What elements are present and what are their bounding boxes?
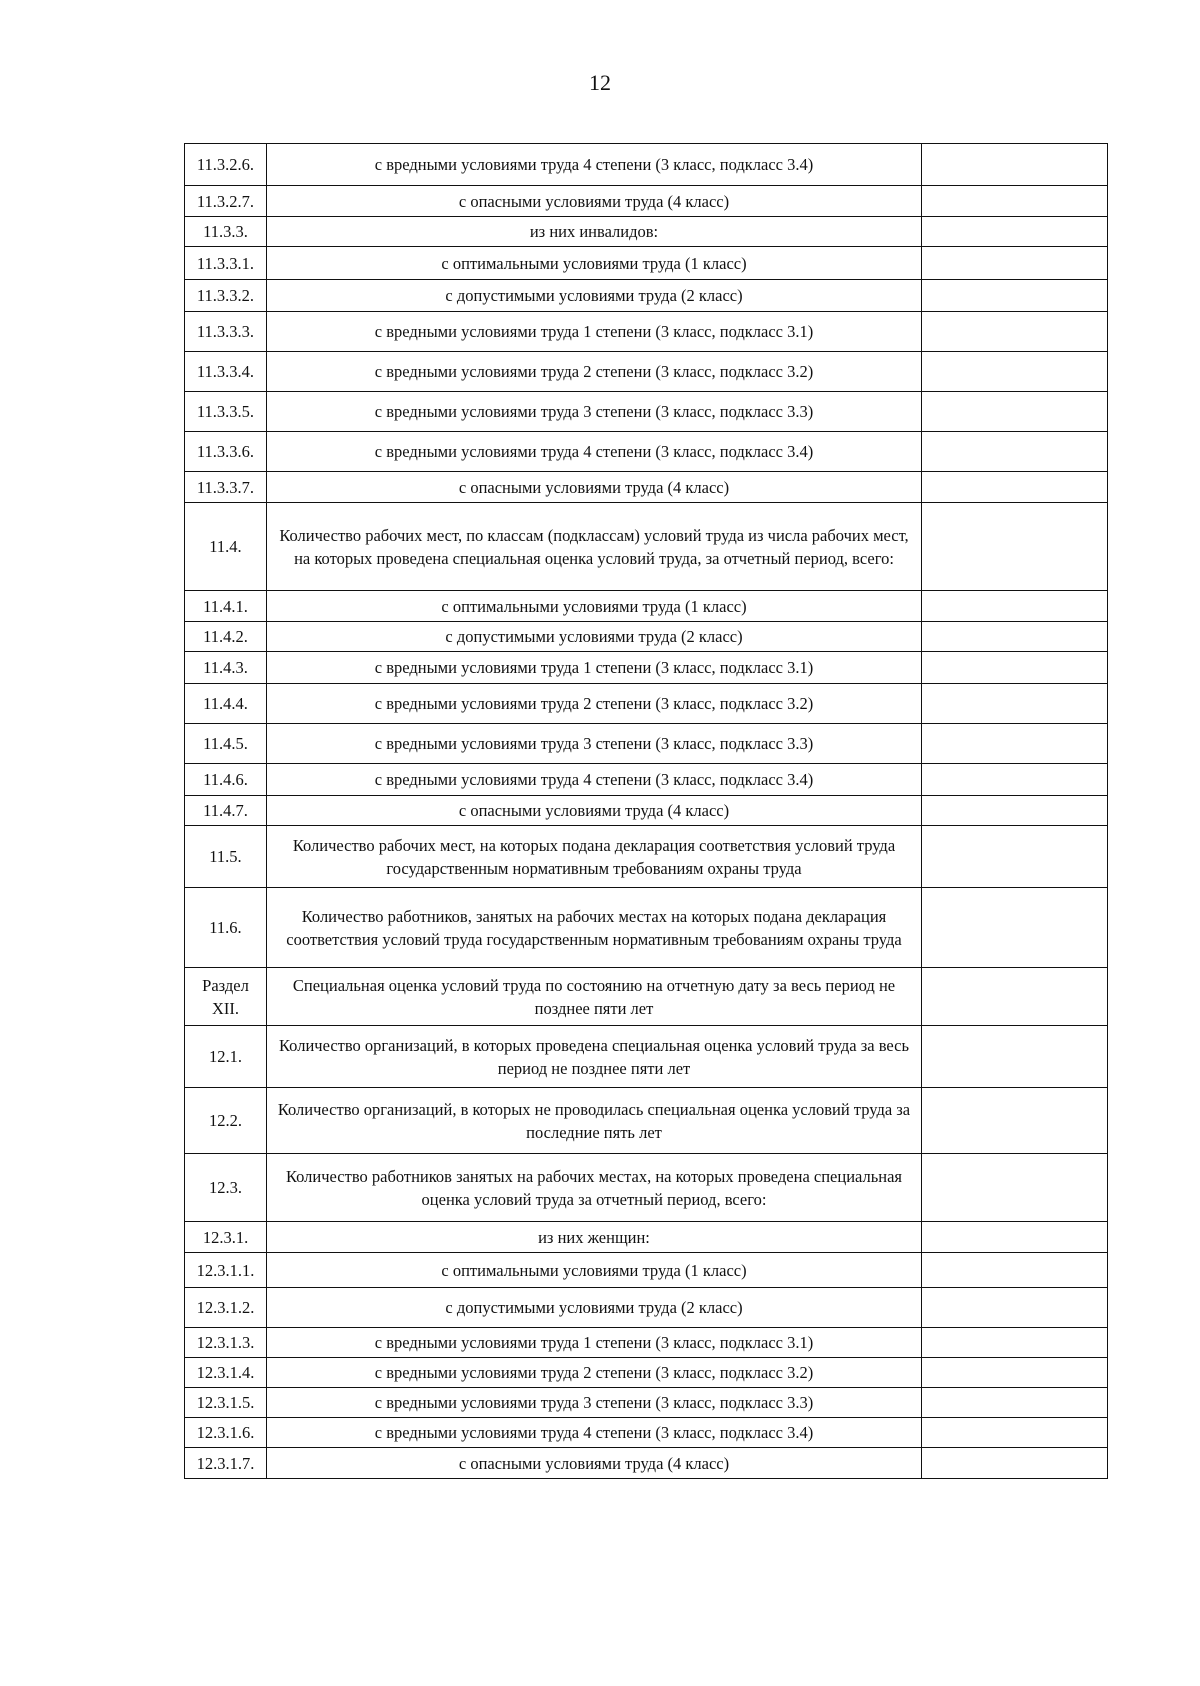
row-description-cell: с опасными условиями труда (4 класс) [267,796,922,826]
table-row [185,352,1108,392]
table-row [185,280,1108,312]
table-row [185,1026,1108,1088]
table-row [185,217,1108,247]
row-number-cell: 12.3.1.4. [185,1358,267,1388]
row-value-cell[interactable] [922,312,1108,352]
row-description-cell: с вредными условиями труда 2 степени (3 класс, подкласс 3.2) [267,1358,922,1388]
row-value-cell[interactable] [922,888,1108,968]
row-description-cell: Количество работников занятых на рабочих местах, на которых проведена специальная оценка условий труда за отчетный период, всего: [267,1154,922,1222]
row-value-cell[interactable] [922,247,1108,280]
table-row [185,1358,1108,1388]
row-description-cell: с вредными условиями труда 2 степени (3 класс, подкласс 3.2) [267,684,922,724]
row-description-cell: с вредными условиями труда 4 степени (3 класс, подкласс 3.4) [267,764,922,796]
row-number-cell: 11.4.2. [185,622,267,652]
row-description-cell: с опасными условиями труда (4 класс) [267,1448,922,1479]
row-value-cell[interactable] [922,724,1108,764]
table-row [185,144,1108,186]
row-description-cell: с опасными условиями труда (4 класс) [267,472,922,503]
row-number-cell: 12.3.1.7. [185,1448,267,1479]
table-row [185,1088,1108,1154]
row-number-cell: 11.4. [185,503,267,591]
table-row [185,1288,1108,1328]
table-row [185,1253,1108,1288]
row-value-cell[interactable] [922,622,1108,652]
row-number-cell: 11.3.3.6. [185,432,267,472]
table-row [185,968,1108,1026]
row-number-cell: 12.2. [185,1088,267,1154]
row-value-cell[interactable] [922,684,1108,724]
row-description-cell: с вредными условиями труда 4 степени (3 класс, подкласс 3.4) [267,432,922,472]
row-number-cell: 12.1. [185,1026,267,1088]
row-number-cell: 12.3.1.5. [185,1388,267,1418]
row-value-cell[interactable] [922,764,1108,796]
row-number-cell: 12.3.1. [185,1222,267,1253]
row-description-cell: Количество организаций, в которых проведена специальная оценка условий труда за весь период не позднее пяти лет [267,1026,922,1088]
table-row [185,826,1108,888]
row-description-cell: с вредными условиями труда 1 степени (3 класс, подкласс 3.1) [267,1328,922,1358]
row-value-cell[interactable] [922,796,1108,826]
row-description-cell: с вредными условиями труда 2 степени (3 класс, подкласс 3.2) [267,352,922,392]
row-number-cell: 11.4.6. [185,764,267,796]
row-description-cell: с вредными условиями труда 3 степени (3 класс, подкласс 3.3) [267,1388,922,1418]
row-description-cell: с оптимальными условиями труда (1 класс) [267,247,922,280]
table-row [185,247,1108,280]
table-row [185,392,1108,432]
row-value-cell[interactable] [922,432,1108,472]
page-number: 12 [589,70,611,95]
row-number-cell: Раздел XII. [185,968,267,1026]
row-number-cell: 12.3.1.3. [185,1328,267,1358]
row-number-cell: 11.4.3. [185,652,267,684]
row-description-cell: с вредными условиями труда 1 степени (3 класс, подкласс 3.1) [267,312,922,352]
table-row [185,432,1108,472]
table-row [185,1418,1108,1448]
table-row [185,186,1108,217]
row-number-cell: 11.3.3.1. [185,247,267,280]
table-row [185,724,1108,764]
row-description-cell: с вредными условиями труда 4 степени (3 класс, подкласс 3.4) [267,144,922,186]
row-number-cell: 12.3.1.2. [185,1288,267,1328]
row-description-cell: Количество рабочих мест, по классам (подклассам) условий труда из числа рабочих мест, на которых проведена специальная оценка условий труда, за отчетный период, всего: [267,503,922,591]
table-row [185,1328,1108,1358]
row-number-cell: 12.3.1.6. [185,1418,267,1448]
row-description-cell: с допустимыми условиями труда (2 класс) [267,1288,922,1328]
row-number-cell: 11.3.3.4. [185,352,267,392]
row-value-cell[interactable] [922,392,1108,432]
row-number-cell: 11.5. [185,826,267,888]
row-description-cell: с вредными условиями труда 3 степени (3 класс, подкласс 3.3) [267,724,922,764]
row-value-cell[interactable] [922,280,1108,312]
row-value-cell[interactable] [922,1222,1108,1253]
row-description-cell: с оптимальными условиями труда (1 класс) [267,591,922,622]
table-row [185,503,1108,591]
table-row [185,1222,1108,1253]
table-row [185,652,1108,684]
row-description-cell: с вредными условиями труда 3 степени (3 класс, подкласс 3.3) [267,392,922,432]
row-value-cell[interactable] [922,1418,1108,1448]
row-value-cell[interactable] [922,1154,1108,1222]
row-description-cell: Количество организаций, в которых не проводилась специальная оценка условий труда за последние пять лет [267,1088,922,1154]
report-table [184,143,1108,1479]
table-row [185,1154,1108,1222]
row-value-cell[interactable] [922,217,1108,247]
table-row [185,888,1108,968]
row-description-cell: с опасными условиями труда (4 класс) [267,186,922,217]
row-value-cell[interactable] [922,1388,1108,1418]
table-row [185,472,1108,503]
row-description-cell: с вредными условиями труда 4 степени (3 класс, подкласс 3.4) [267,1418,922,1448]
table-row [185,312,1108,352]
row-value-cell[interactable] [922,186,1108,217]
table-row [185,622,1108,652]
row-value-cell[interactable] [922,1026,1108,1088]
row-value-cell[interactable] [922,1448,1108,1479]
row-number-cell: 11.3.3.5. [185,392,267,432]
row-value-cell[interactable] [922,472,1108,503]
row-description-cell: из них инвалидов: [267,217,922,247]
row-number-cell: 11.6. [185,888,267,968]
row-number-cell: 11.3.3.3. [185,312,267,352]
row-number-cell: 11.4.5. [185,724,267,764]
row-number-cell: 11.4.4. [185,684,267,724]
row-number-cell: 11.3.2.7. [185,186,267,217]
row-description-cell: с вредными условиями труда 1 степени (3 класс, подкласс 3.1) [267,652,922,684]
table-row [185,684,1108,724]
row-value-cell[interactable] [922,652,1108,684]
row-description-cell: Количество рабочих мест, на которых подана декларация соответствия условий труда государственным нормативным требованиям охраны труда [267,826,922,888]
row-value-cell[interactable] [922,591,1108,622]
table-row [185,1388,1108,1418]
row-value-cell[interactable] [922,1288,1108,1328]
row-description-cell: с допустимыми условиями труда (2 класс) [267,622,922,652]
table-row [185,796,1108,826]
row-description-cell: Количество работников, занятых на рабочих местах на которых подана декларация соответствия условий труда государственным нормативным требованиям охраны труда [267,888,922,968]
row-value-cell[interactable] [922,826,1108,888]
row-description-cell: Специальная оценка условий труда по состоянию на отчетную дату за весь период не позднее пяти лет [267,968,922,1026]
row-number-cell: 11.4.1. [185,591,267,622]
row-value-cell[interactable] [922,1358,1108,1388]
row-number-cell: 12.3. [185,1154,267,1222]
row-value-cell[interactable] [922,352,1108,392]
report-table-body [185,144,1108,1479]
row-value-cell[interactable] [922,503,1108,591]
row-value-cell[interactable] [922,968,1108,1026]
row-number-cell: 11.3.3. [185,217,267,247]
row-description-cell: с оптимальными условиями труда (1 класс) [267,1253,922,1288]
row-value-cell[interactable] [922,144,1108,186]
row-value-cell[interactable] [922,1253,1108,1288]
row-number-cell: 12.3.1.1. [185,1253,267,1288]
row-description-cell: из них женщин: [267,1222,922,1253]
row-number-cell: 11.4.7. [185,796,267,826]
row-number-cell: 11.3.2.6. [185,144,267,186]
row-value-cell[interactable] [922,1328,1108,1358]
row-value-cell[interactable] [922,1088,1108,1154]
row-number-cell: 11.3.3.2. [185,280,267,312]
row-description-cell: с допустимыми условиями труда (2 класс) [267,280,922,312]
table-row [185,764,1108,796]
row-number-cell: 11.3.3.7. [185,472,267,503]
table-row [185,591,1108,622]
table-row [185,1448,1108,1479]
